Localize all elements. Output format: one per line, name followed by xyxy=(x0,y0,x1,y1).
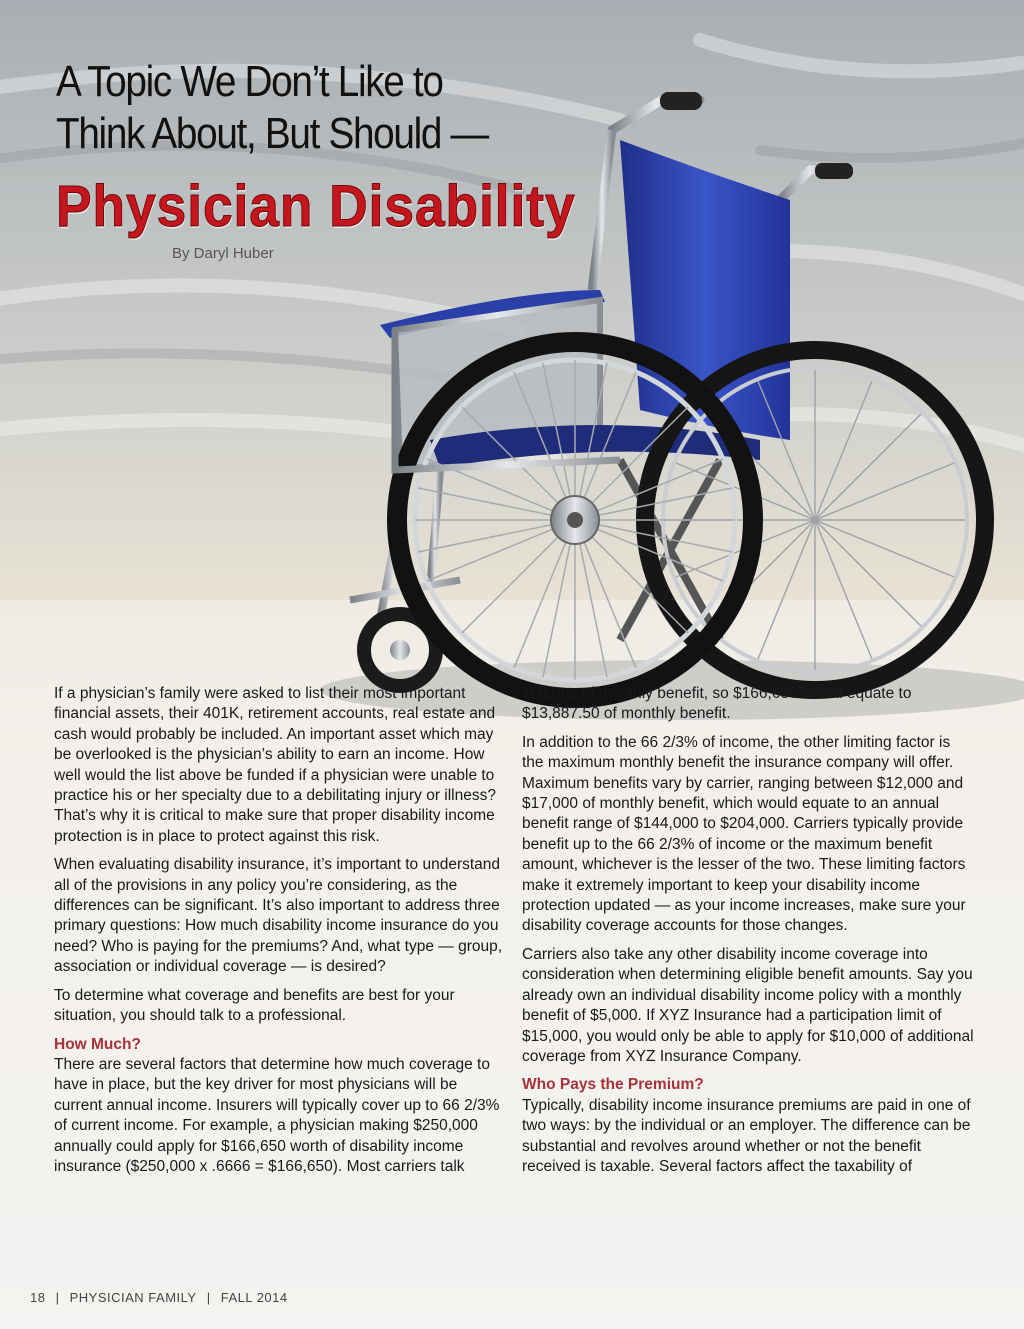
subheading-who-pays: Who Pays the Premium? xyxy=(522,1076,704,1094)
paragraph: Typically, disability income insurance premiums are paid in one of two ways: by the individual or an employer. The difference can be substantial and revolves around whether or not the benefit received is taxable. Several factors affect the taxability of xyxy=(522,1096,971,1175)
paragraph: When evaluating disability insurance, it’s important to understand all of the provisions in any policy you’re considering, as the differences can be significant. It’s also important to address three primary questions: How much disability income insurance do you need? Who is paying for the premiums? And, what type — group, association or individual coverage — is desired? xyxy=(54,856,503,976)
magazine-name: PHYSICIAN FAMILY xyxy=(69,1290,197,1305)
page-number: 18 xyxy=(30,1290,46,1305)
article-title xyxy=(56,56,696,160)
page-footer xyxy=(30,1290,294,1305)
right-column xyxy=(522,684,974,1185)
title-line-2: Think About, But Should — xyxy=(56,109,488,158)
footer-separator: | xyxy=(206,1290,211,1305)
paragraph: To determine what coverage and benefits are best for your situation, you should talk to a professional. xyxy=(54,986,455,1025)
paragraph: There are several factors that determine how much coverage to have in place, but the key driver for most physicians will be current annual income. Insurers will typically cover up to 66 2/3% of current income. For example, a physician making $250,000 annually could apply for $166,650 worth of disability income insurance ($250,000 x .6666 = $166,650). Most carriers talk xyxy=(54,1055,500,1175)
left-column xyxy=(54,684,506,1185)
paragraph: Carriers also take any other disability income coverage into consideration when determining eligible benefit amounts. Say you already own an individual disability income policy with a monthly benefit of $5,000. If XYZ Insurance had a participation limit of $15,000, you would only be able to apply for $10,000 of additional coverage from XYZ Insurance Company. xyxy=(522,945,974,1065)
byline: By Daryl Huber xyxy=(172,245,274,262)
paragraph: In addition to the 66 2/3% of income, the other limiting factor is the maximum monthly benefit the insurance company will offer. Maximum benefits vary by carrier, ranging between $12,000 and $17,000 of monthly benefit, which would equate to an annual benefit range of $144,000 to $204,000. Carriers typically provide benefit up to the 66 2/3% of income or the maximum benefit amount, whichever is the lesser of the two. These limiting factors make it extremely important to keep your disability income protection updated — as your income increases, make sure your disability coverage accounts for those changes. xyxy=(522,733,966,935)
subheading-how-much: How Much? xyxy=(54,1035,141,1053)
title-highlight: Physician Disability xyxy=(56,174,576,239)
paragraph: in terms of monthly benefit, so $166,650 would equate to $13,887.50 of monthly benefit. xyxy=(522,685,912,723)
footer-separator: | xyxy=(55,1290,60,1305)
paragraph: If a physician’s family were asked to list their most important financial assets, their 401K, retirement accounts, real estate and cash would probably be included. An important asset which may be overlooked is the physician’s ability to earn an income. How well would the list above be funded if a physician were unable to practice his or her specialty due to a debilitating injury or illness? That’s why it is critical to make sure that proper disability income protection is in place to protect against this risk. xyxy=(54,685,496,845)
title-line-1: A Topic We Don’t Like to xyxy=(56,57,443,106)
issue-label: FALL 2014 xyxy=(220,1290,288,1305)
